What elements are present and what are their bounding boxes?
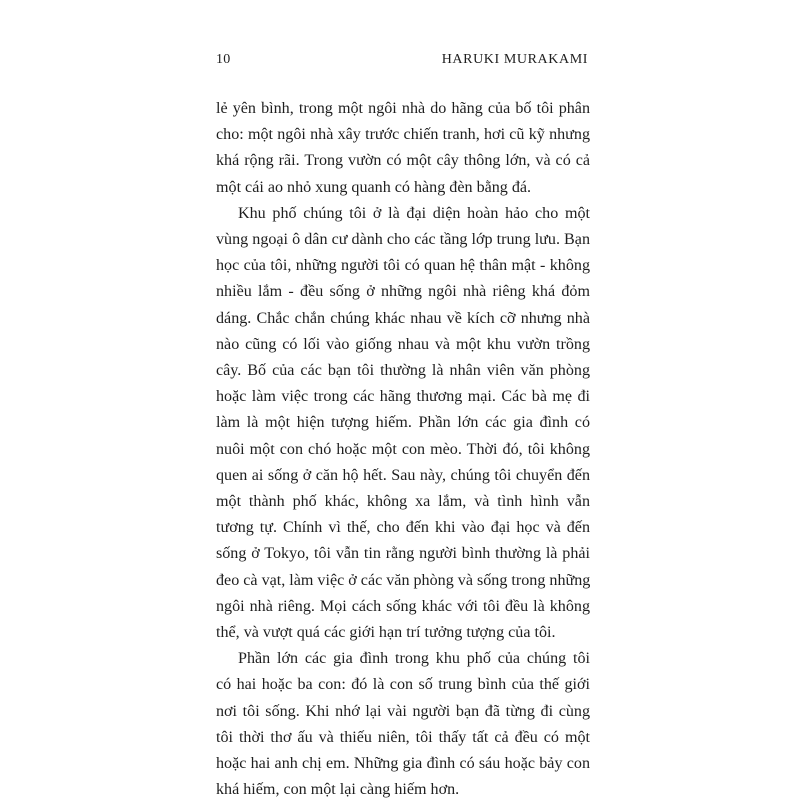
text-line: nơi tôi sống. Khi nhớ lại vài người bạn đã từng đi cùng [216, 702, 590, 720]
text-line: Khu phố chúng tôi ở là đại diện hoàn hảo cho một [238, 204, 590, 222]
text-line: cho: một ngôi nhà xây trước chiến tranh, hơi cũ kỹ nhưng [216, 126, 590, 144]
text-line: khá rộng rãi. Trong vườn có một cây thông lớn, và có cả [216, 152, 590, 170]
paragraph-2 [216, 201, 590, 646]
text-line: khá hiếm, con một lại càng hiếm hơn. [216, 781, 460, 799]
text-line: làm là một hiện tượng hiếm. Phần lớn các gia đình có [216, 414, 590, 432]
page-body-text [216, 96, 590, 800]
text-line: đeo cà vạt, làm việc ở các văn phòng và sống trong những [216, 571, 591, 589]
text-line: ngôi nhà riêng. Mọi cách sống khác với tôi đều là không [216, 597, 590, 615]
page-number: 10 [216, 52, 231, 67]
text-line: tương tự. Chính vì thế, cho đến khi vào đại học và đến [216, 519, 590, 537]
text-line: Phần lớn các gia đình trong khu phố của chúng tôi [238, 650, 590, 668]
page-header [216, 52, 588, 72]
text-line: quen ai sống ở căn hộ hết. Sau này, chúng tôi chuyển đến [216, 466, 590, 484]
text-line: sống ở Tokyo, tôi vẫn tin rằng người bình thường là phải [216, 545, 590, 563]
paragraph-1 [216, 96, 590, 201]
text-line: dáng. Chắc chắn chúng khác nhau về kích cỡ nhưng nhà [216, 309, 590, 327]
text-line: nào cũng có lối vào giống nhau và một khu vườn trồng [216, 335, 590, 353]
text-line: hoặc hai anh chị em. Những gia đình có sáu hoặc bảy con [216, 755, 590, 773]
text-line: hoặc làm việc trong các hãng thương mại. Các bà mẹ đi [216, 388, 590, 406]
text-line: cây. Bố của các bạn tôi thường là nhân viên văn phòng [216, 362, 590, 380]
text-line: học của tôi, những người tôi có quan hệ thân mật - không [216, 257, 590, 275]
text-line: có hai hoặc ba con: đó là con số trung bình của thế giới [216, 676, 590, 694]
text-line: vùng ngoại ô dân cư dành cho các tầng lớp trung lưu. Bạn [216, 231, 590, 249]
text-line: thể, và vượt quá các giới hạn trí tưởng tượng của tôi. [216, 624, 556, 642]
text-line: một cái ao nhỏ xung quanh có hàng đèn bằng đá. [216, 178, 532, 196]
paragraph-3 [216, 646, 590, 800]
text-line: một thành phố khác, không xa lắm, và tình hình vẫn [216, 493, 590, 511]
text-line: nuôi một con chó hoặc một con mèo. Thời đó, tôi không [216, 440, 590, 458]
text-line: tôi thời thơ ấu và thiếu niên, tôi thấy tất cả đều có một [216, 728, 590, 746]
text-line: lẻ yên bình, trong một ngôi nhà do hãng của bố tôi phân [216, 100, 590, 117]
text-line: nhiều lắm - đều sống ở những ngôi nhà riêng khá đỏm [216, 283, 590, 301]
running-head-author: HARUKI MURAKAMI [441, 52, 588, 67]
